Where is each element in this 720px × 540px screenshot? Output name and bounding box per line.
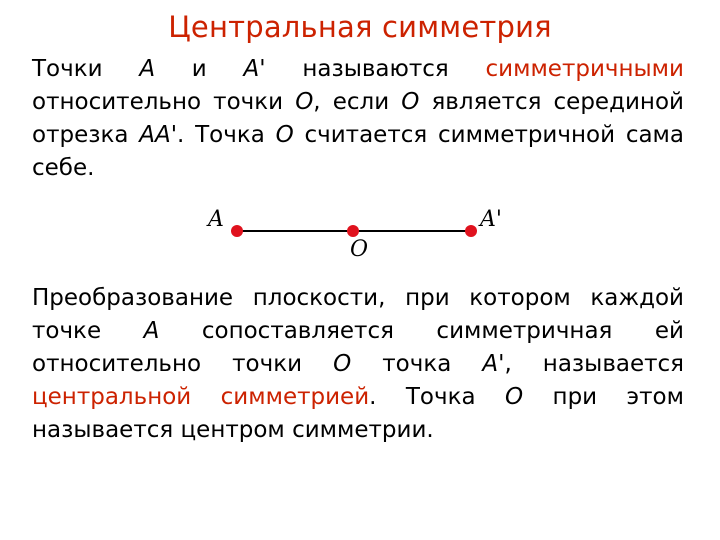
text: при этом называется центром симметрии. (32, 384, 684, 443)
text: . Точка (369, 384, 505, 410)
point-a-prime-ref: A' (243, 56, 266, 82)
point-a-prime-ref: A' (482, 351, 505, 377)
point-a-ref: A (143, 318, 160, 344)
text: сопоставляется симметричная ей относительно точки (32, 318, 684, 377)
point-a-ref: A (139, 56, 156, 82)
text: , называется (504, 351, 685, 377)
point-o-ref: O (295, 89, 314, 115)
point-o-ref: O (505, 384, 524, 410)
highlight-term: симметричными (485, 56, 684, 82)
point-o (347, 225, 359, 237)
text: Точки (32, 56, 140, 82)
text: является серединой отрезка (32, 89, 684, 148)
highlight-term: центральной симметрией (32, 384, 370, 410)
text: относительно точки (32, 89, 296, 115)
point-o-ref: O (401, 89, 420, 115)
text: . Точка (177, 122, 276, 148)
label-a: A (208, 207, 224, 232)
slide-title: Центральная симметрия (168, 10, 552, 44)
point-a (231, 225, 243, 237)
label-a-prime: A' (480, 207, 502, 232)
definition-paragraph-symmetric-points (32, 53, 684, 185)
text: называются (265, 56, 486, 82)
definition-paragraph-central-symmetry (32, 282, 684, 447)
text: Преобразование плоскости, при котором каждой точке (32, 285, 684, 344)
point-a-prime (465, 225, 477, 237)
text: считается симметричной сама себе. (32, 122, 684, 181)
point-o-ref: O (275, 122, 294, 148)
symmetry-diagram (190, 200, 530, 266)
text: , если (313, 89, 402, 115)
point-o-ref: O (333, 351, 352, 377)
text: точка (351, 351, 483, 377)
text: и (155, 56, 244, 82)
segment-aa-ref: AA' (139, 122, 178, 148)
label-o: O (350, 237, 369, 262)
